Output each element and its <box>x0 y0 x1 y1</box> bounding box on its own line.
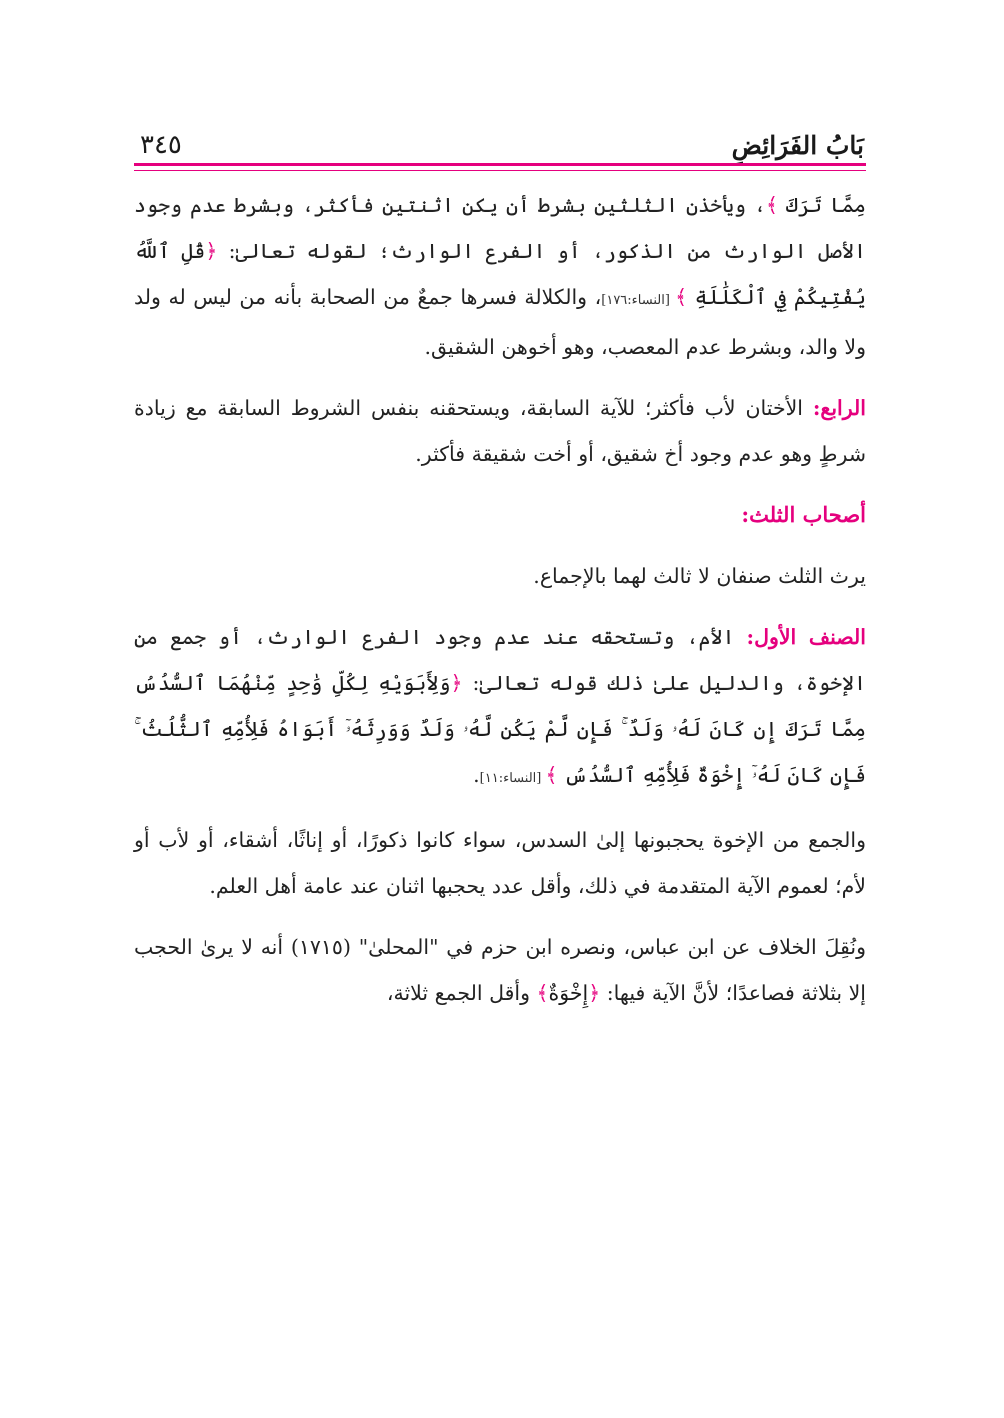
paragraph-text: الأم، وتستحقه عند عدم وجود الفرع الوارث، أو جمع من الإخوة، والدليل علىٰ ذلك قوله تعالىٰ: <box>134 625 866 695</box>
header-rule-thick <box>134 163 866 166</box>
paragraph-text: الأختان لأب فأكثر؛ للآية السابقة، ويستحقنه بنفس الشروط السابقة مع زيادة شرطٍ وهو عدم وجود أخ شقيق، أو أخت شقيقة فأكثر. <box>134 396 866 466</box>
page-header <box>140 112 864 158</box>
page-number: ٣٤٥ <box>140 130 182 160</box>
paragraph-4 <box>134 614 866 802</box>
paragraph-text: يرث الثلث صنفان لا ثالث لهما بالإجماع. <box>533 564 866 588</box>
ornate-bracket-close: ﴾ <box>766 193 779 217</box>
ornate-bracket-close: ﴾ <box>545 763 558 787</box>
paragraph-text: والجمع من الإخوة يحجبونها إلىٰ السدس، سواء كانوا ذكورًا، أو إناثًا، أشقاء، أو لأب أو لأم؛ لعموم الآية المتقدمة في ذلك، وأقل عدد يحجبها اثنان عند عامة أهل العلم. <box>134 828 866 898</box>
verse-reference: [النساء:١٧٦] <box>601 293 676 308</box>
chapter-title: بَابُ الفَرَائِضِ <box>731 131 864 160</box>
quran-quote: مِمَّا تَرَكَ <box>785 193 866 217</box>
quran-quote: قُلِ ٱللَّهُ يُفْتِيكُمْ فِي ٱلْكَلَٰلَةِ <box>134 239 866 309</box>
ornate-bracket-close: ﴾ <box>675 285 688 309</box>
quran-quote: إِخْوَةٌ <box>548 981 589 1005</box>
paragraph-text: ، والكلالة فسرها جمعٌ من الصحابة بأنه من ليس له ولد ولا والد، وبشرط عدم المعصب، وهو أخوهن الشقيق. <box>134 285 866 359</box>
paragraph-1 <box>134 182 866 370</box>
paragraph-6 <box>134 924 866 1016</box>
paragraph-2 <box>134 385 866 477</box>
paragraph-text: ، ويأخذن الثلثين بشرط أن يكن اثنتين فأكثر، وبشرط عدم وجود الأصل الوارث من الذكور، أو الفرع الوارث؛ لقوله تعالىٰ: <box>134 193 866 263</box>
paragraph-text: ونُقِلَ الخلاف عن ابن عباس، ونصره ابن حزم في "المحلىٰ" (١٧١٥) أنه لا يرىٰ الحجب إلا بثلاثة فصاعدًا؛ لأنَّ الآية فيها: <box>134 935 867 1005</box>
ornate-bracket-open: ﴿ <box>450 671 463 695</box>
quran-quote: وَلِأَبَوَيْهِ لِكُلِّ وَٰحِدٍ مِّنْهُمَا ٱلسُّدُسُ مِمَّا تَرَكَ إِن كَانَ لَهُۥ وَلَدٌ ۚ فَإِن لَّمْ يَكُن لَّهُۥ وَلَدٌ وَوَرِثَهُۥٓ أَبَوَاهُ فَلِأُمِّهِ ٱلثُّلُثُ ۚ فَإِن كَانَ لَهُۥٓ إِخْوَةٌ فَلِأُمِّهِ ٱلسُّدُسُ <box>134 671 866 787</box>
header-rule-thin <box>134 170 866 171</box>
section-heading: أصحاب الثلث: <box>741 502 866 527</box>
ornate-bracket-open: ﴿ <box>205 239 218 263</box>
ornate-bracket-open: ﴿ <box>588 981 601 1005</box>
paragraph-3 <box>134 553 866 599</box>
paragraph-5 <box>134 817 866 909</box>
paragraph-text: وأقل الجمع ثلاثة، <box>386 981 537 1005</box>
page-body <box>134 182 866 1016</box>
verse-reference: [النساء:١١] <box>479 771 546 786</box>
paragraph-text: . <box>473 763 480 787</box>
ornate-bracket-close: ﴾ <box>536 981 549 1005</box>
category-label: الرابع: <box>812 396 866 420</box>
category-label: الصنف الأول: <box>746 625 866 649</box>
